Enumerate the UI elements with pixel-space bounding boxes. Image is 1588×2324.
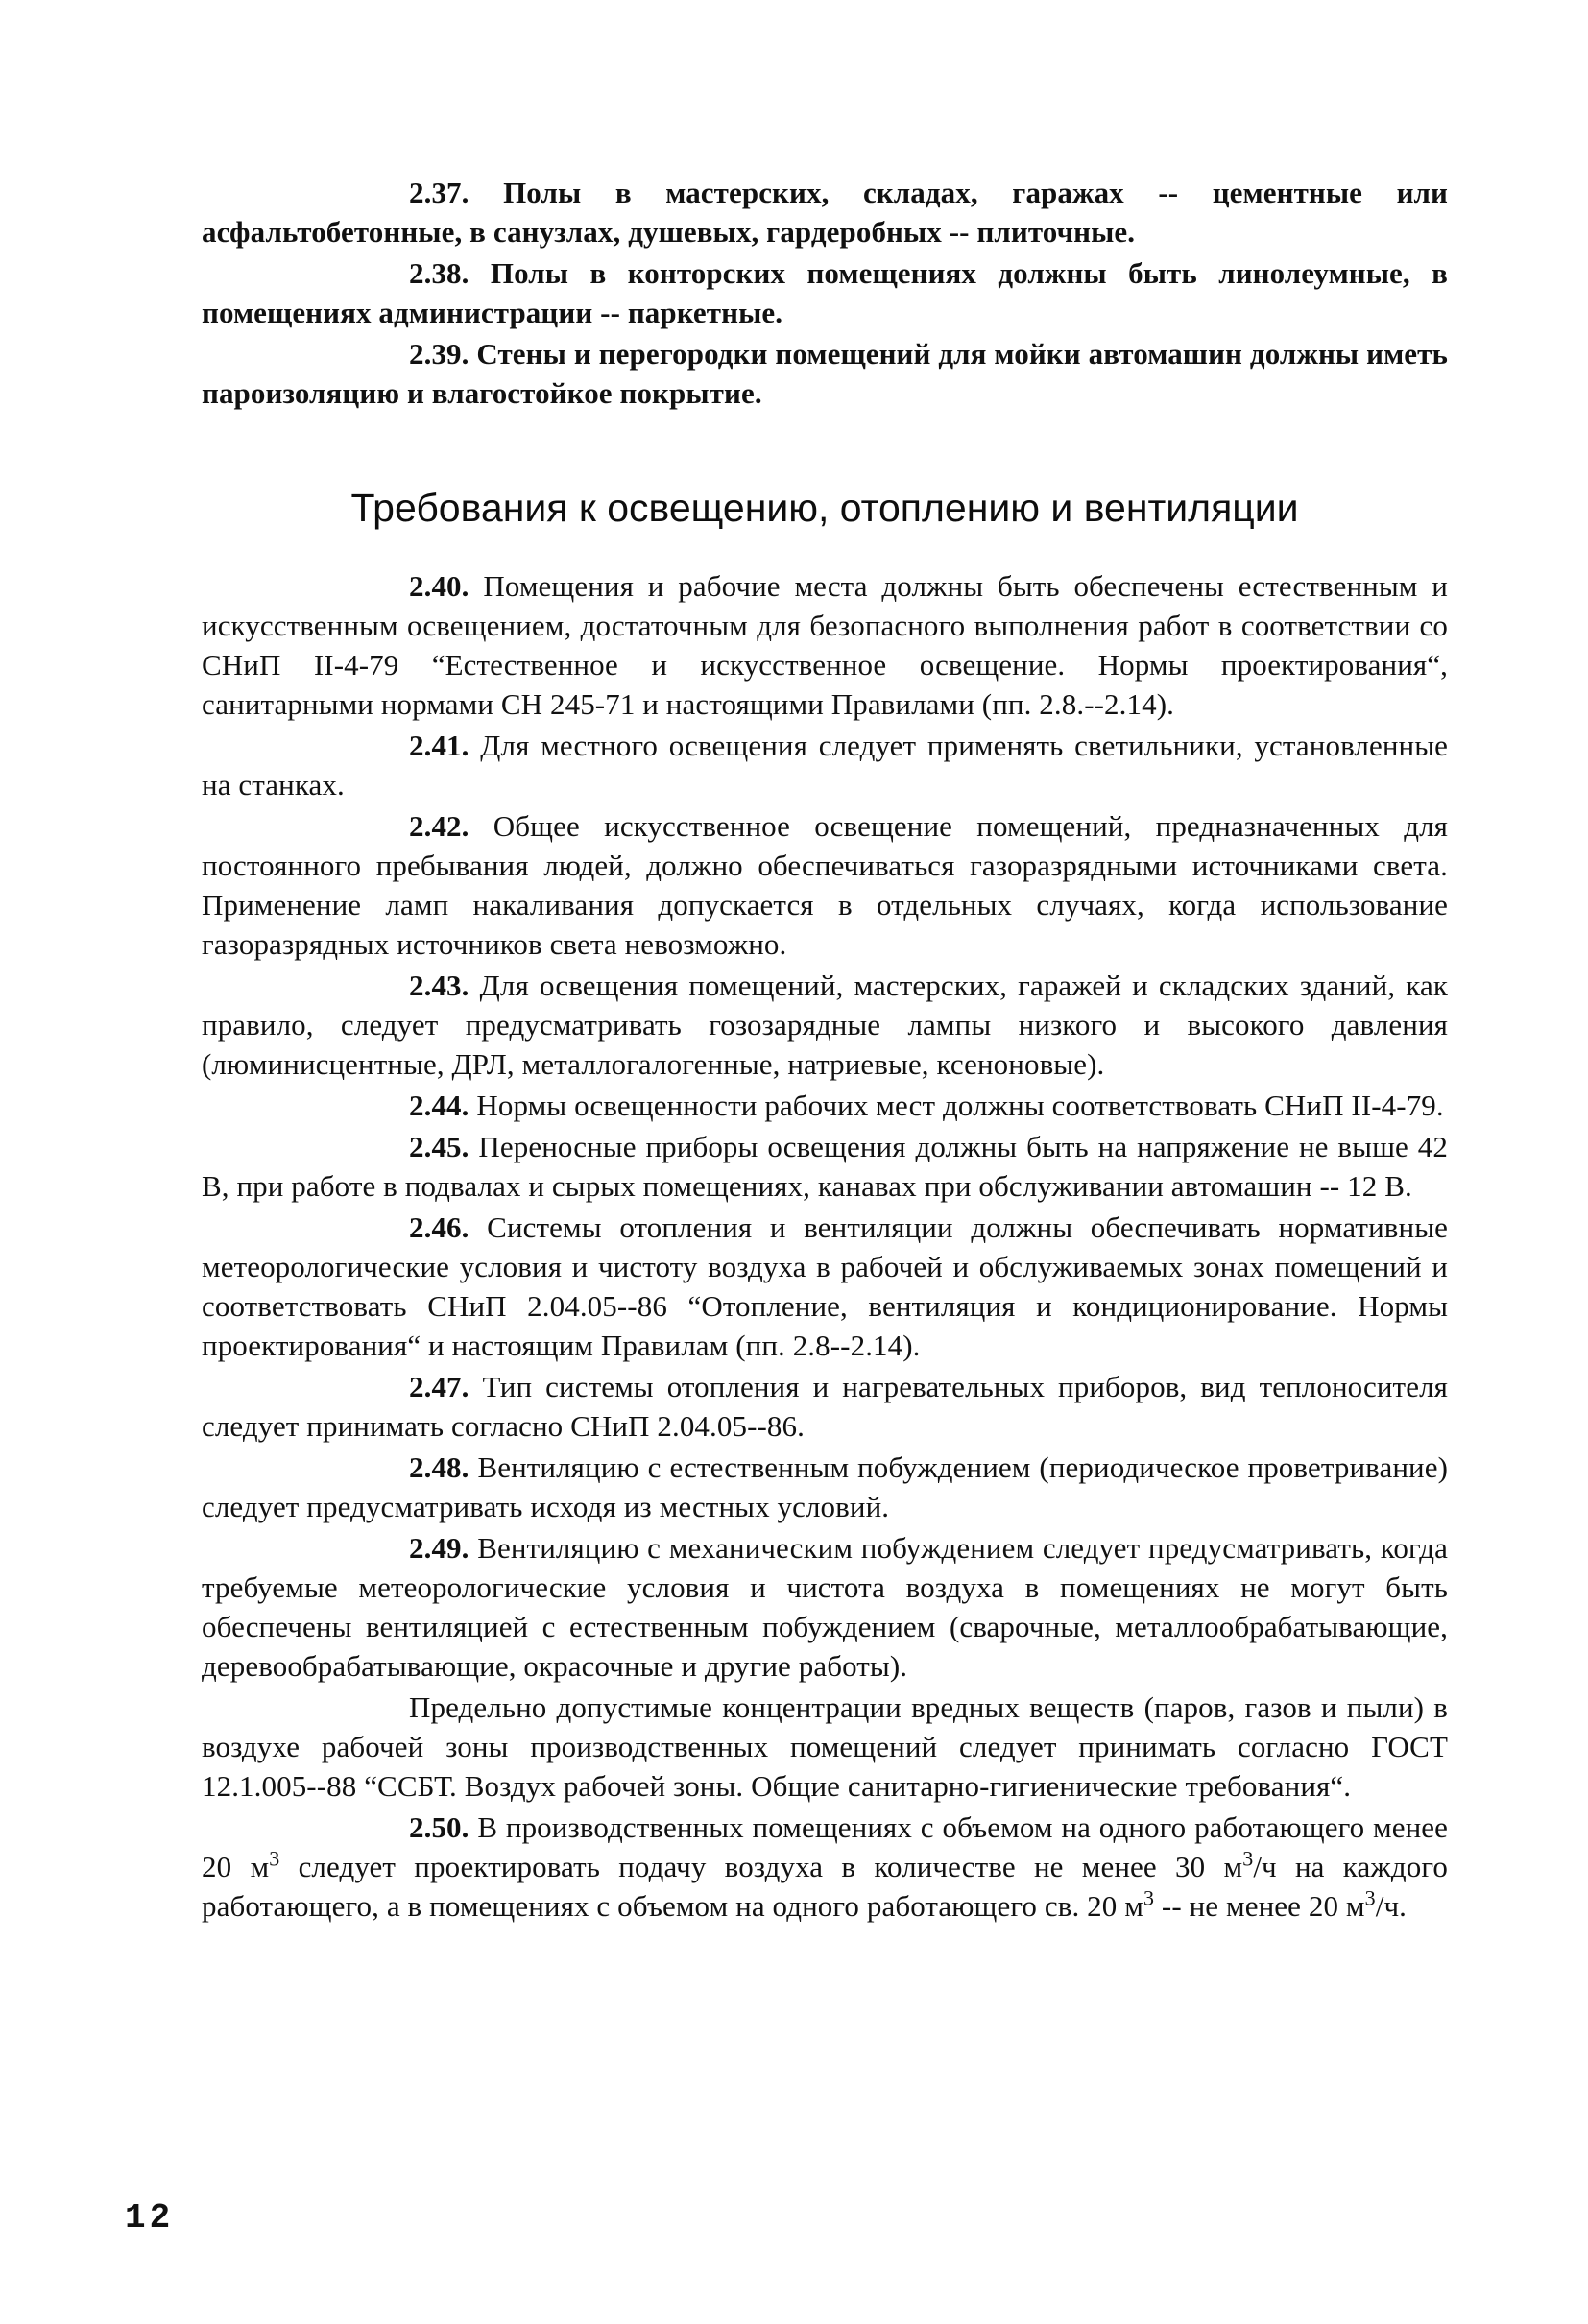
- superscript: 3: [1242, 1846, 1254, 1871]
- paragraph-number: 2.40.: [409, 569, 469, 603]
- paragraph-2-48: [202, 1448, 1448, 1526]
- paragraph-number: 2.39.: [409, 337, 469, 371]
- paragraph-2-41: [202, 726, 1448, 804]
- paragraph-text-part: -- не менее 20 м: [1154, 1889, 1365, 1923]
- paragraph-number: 2.47.: [409, 1370, 469, 1403]
- paragraph-text: Тип системы отопления и нагревательных приборов, вид теплоносителя следует принимать согласно СНиП 2.04.05--86.: [202, 1370, 1448, 1443]
- paragraph-text: Для освещения помещений, мастерских, гаражей и складских зданий, как правило, следует предусматривать гозозарядные лампы низкого и высокого давления (люминисцентные, ДРЛ, металлогалогенные, натриевые, ксеноновые).: [202, 969, 1448, 1081]
- paragraph-2-49: [202, 1528, 1448, 1686]
- paragraph-text: Помещения и рабочие места должны быть обеспечены естественным и искусственным освещением, достаточным для безопасного выполнения работ в соответствии со СНиП II-4-79 “Естественное и искусственное освещение. Нормы проектирования“, санитарными нормами СН 245-71 и настоящими Правилами (пп. 2.8.--2.14).: [202, 569, 1448, 721]
- paragraph-2-47: [202, 1367, 1448, 1446]
- paragraph-number: 2.50.: [409, 1810, 469, 1844]
- paragraph-text: Системы отопления и вентиляции должны обеспечивать нормативные метеорологические условия и чистоту воздуха в рабочей и обслуживаемых зонах помещений и соответствовать СНиП 2.04.05--86 “Отопление, вентиляция и кондиционирование. Нормы проектирования“ и настоящим Правилам (пп. 2.8--2.14).: [202, 1210, 1448, 1362]
- document-page: [202, 173, 1448, 1928]
- paragraph-2-37: [202, 173, 1448, 252]
- paragraph-2-50: [202, 1808, 1448, 1926]
- paragraph-2-44: [202, 1086, 1448, 1125]
- paragraph-limits: Предельно допустимые концентрации вредных веществ (паров, газов и пыли) в воздухе рабочей зоны производственных помещений следует принимать согласно ГОСТ 12.1.005--88 “ССБТ. Воздух рабочей зоны. Общие санитарно-гигиенические требования“.: [202, 1690, 1448, 1803]
- paragraph-number: 2.49.: [409, 1531, 469, 1565]
- paragraph-text: Нормы освещенности рабочих мест должны соответствовать СНиП II-4-79.: [476, 1089, 1444, 1122]
- paragraph-text: Полы в конторских помещениях должны быть линолеумные, в помещениях администрации -- паркетные.: [202, 256, 1448, 329]
- superscript: 3: [269, 1846, 280, 1871]
- section-floors: [202, 173, 1448, 413]
- paragraph-2-40: [202, 566, 1448, 724]
- paragraph-2-46: [202, 1208, 1448, 1365]
- paragraph-text: Стены и перегородки помещений для мойки автомашин должны иметь пароизоляцию и влагостойкое покрытие.: [202, 337, 1448, 410]
- paragraph-number: 2.48.: [409, 1450, 469, 1484]
- paragraph-text: Вентиляцию с естественным побуждением (периодическое проветривание) следует предусматривать исходя из местных условий.: [202, 1450, 1448, 1523]
- paragraph-number: 2.44.: [409, 1089, 469, 1122]
- section-heading: Требования к освещению, отоплению и вентиляции: [350, 486, 1299, 530]
- paragraph-number: 2.43.: [409, 969, 469, 1002]
- paragraph-text-part: /ч.: [1375, 1889, 1407, 1923]
- paragraph-text: Вентиляцию с механическим побуждением следует предусматривать, когда требуемые метеорологические условия и чистота воздуха в помещениях не могут быть обеспечены вентиляцией с естественным побуждением (сварочные, металлообрабатывающие, деревообрабатывающие, окрасочные и другие работы).: [202, 1531, 1448, 1683]
- paragraph-2-38: [202, 253, 1448, 332]
- section-lighting-heating-ventilation: [202, 566, 1448, 1926]
- paragraph-2-39: [202, 334, 1448, 413]
- paragraph-2-43: [202, 966, 1448, 1084]
- page-number: 12: [125, 2198, 175, 2238]
- paragraph-number: 2.45.: [409, 1130, 469, 1163]
- paragraph-number: 2.42.: [409, 809, 469, 843]
- paragraph-2-45: [202, 1127, 1448, 1206]
- superscript: 3: [1143, 1885, 1155, 1910]
- paragraph-number: 2.37.: [409, 176, 469, 209]
- paragraph-text-part: следует проектировать подачу воздуха в количестве не менее 30 м: [279, 1850, 1243, 1883]
- paragraph-text-part: /ч на каждого работающего, а в помещениях с объемом на одного работающего св. 20 м: [202, 1850, 1448, 1923]
- paragraph-number: 2.46.: [409, 1210, 469, 1244]
- paragraph-text: Полы в мастерских, складах, гаражах -- цементные или асфальтобетонные, в санузлах, душевых, гардеробных -- плиточные.: [202, 176, 1448, 249]
- paragraph-text: Для местного освещения следует применять светильники, установленные на станках.: [202, 729, 1448, 802]
- paragraph-text: Переносные приборы освещения должны быть на напряжение не выше 42 В, при работе в подвалах и сырых помещениях, канавах при обслуживании автомашин -- 12 В.: [202, 1130, 1448, 1203]
- paragraph-text-part: В производственных помещениях с объемом на одного работающего менее 20 м: [202, 1810, 1448, 1883]
- paragraph-text: Общее искусственное освещение помещений, предназначенных для постоянного пребывания людей, должно обеспечиваться газоразрядными источниками света. Применение ламп накаливания допускается в отдельных случаях, когда использование газоразрядных источников света невозможно.: [202, 809, 1448, 961]
- superscript: 3: [1364, 1885, 1376, 1910]
- paragraph-2-42: [202, 806, 1448, 964]
- paragraph-number: 2.38.: [409, 256, 469, 290]
- paragraph-number: 2.41.: [409, 729, 469, 762]
